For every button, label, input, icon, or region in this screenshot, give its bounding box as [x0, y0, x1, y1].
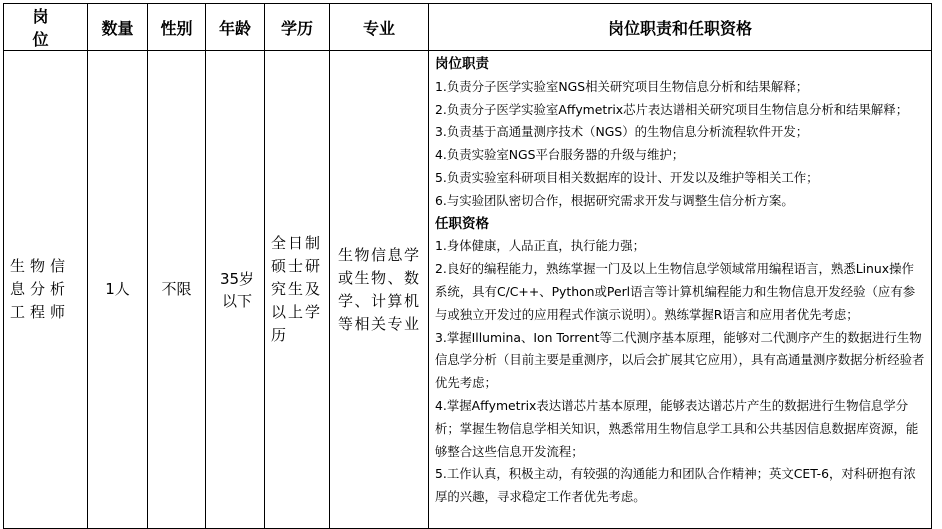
qualification-item: 1.身体健康，人品正直，执行能力强；: [435, 238, 646, 254]
duty-item: 1.负责分子医学实验室NGS相关研究项目生物信息分析和结果解释；: [435, 78, 809, 94]
duty-item: 5.负责实验室科研项目相关数据库的设计、开发以及维护等相关工作；: [435, 169, 819, 185]
qualification-item: 4.掌握Affymetrix表达谱芯片基本原理，能够表达谱芯片产生的数据进行生物信息学分析；掌握生物信息学相关知识，熟悉常用生物信息学工具和公共基因信息数据库资源，能够整合这些信息开发流程；: [435, 397, 919, 459]
duty-item: 4.负责实验室NGS平台服务器的升级与维护；: [435, 147, 685, 163]
cell-age: 35岁以下: [206, 51, 265, 529]
job-table: [3, 3, 932, 529]
duty-item: 2.负责分子医学实验室Affymetrix芯片表达谱相关研究项目生物信息分析和结果解释；: [435, 101, 909, 117]
header-gender: 性别: [148, 4, 206, 51]
job-row: [4, 51, 932, 529]
header-major: 专业: [330, 4, 429, 51]
qualification-item: 5.工作认真，积极主动，有较强的沟通能力和团队合作精神；英文CET-6，对科研抱有浓厚的兴趣，寻求稳定工作者优先考虑。: [435, 466, 916, 505]
section-title-duties: 岗位职责: [435, 56, 489, 72]
cell-education: 全日制硕士研究生及以上学历: [265, 51, 330, 529]
cell-gender: 不限: [148, 51, 206, 529]
header-position: 岗位: [4, 4, 88, 51]
header-education: 学历: [265, 4, 330, 51]
duty-item: 6.与实验团队密切合作，根据研究需求开发与调整生信分析方案。: [435, 192, 794, 208]
qualification-item: 3.掌握Illumina、Ion Torrent等二代测序基本原理，能够对二代测序产生的数据进行生物信息学分析（目前主要是重测序，以后会扩展其它应用），具有高通量测序数据分析经验者优先考虑；: [435, 329, 925, 391]
section-title-qualifications: 任职资格: [435, 215, 489, 232]
header-duties: 岗位职责和任职资格: [429, 4, 932, 51]
cell-position: 生物信息分析工程师: [4, 51, 88, 529]
qualification-item: 2.良好的编程能力，熟练掌握一门及以上生物信息学领域常用编程语言，熟悉Linux操作系统，具有C/C++、Python或Perl语言等计算机编程能力和生物信息开发经验（应有参与或独立开发过的应用程式作演示说明）。熟练掌握R语言和应用者优先考虑；: [435, 261, 916, 322]
cell-major: 生物信息学或生物、数学、计算机等相关专业: [330, 51, 429, 529]
duty-item: 3.负责基于高通量测序技术（NGS）的生物信息分析流程软件开发；: [435, 124, 809, 140]
header-age: 年龄: [206, 4, 265, 51]
cell-duties: [429, 51, 932, 529]
cell-count: 1人: [88, 51, 148, 529]
header-count: 数量: [88, 4, 148, 51]
header-row: [4, 4, 932, 51]
